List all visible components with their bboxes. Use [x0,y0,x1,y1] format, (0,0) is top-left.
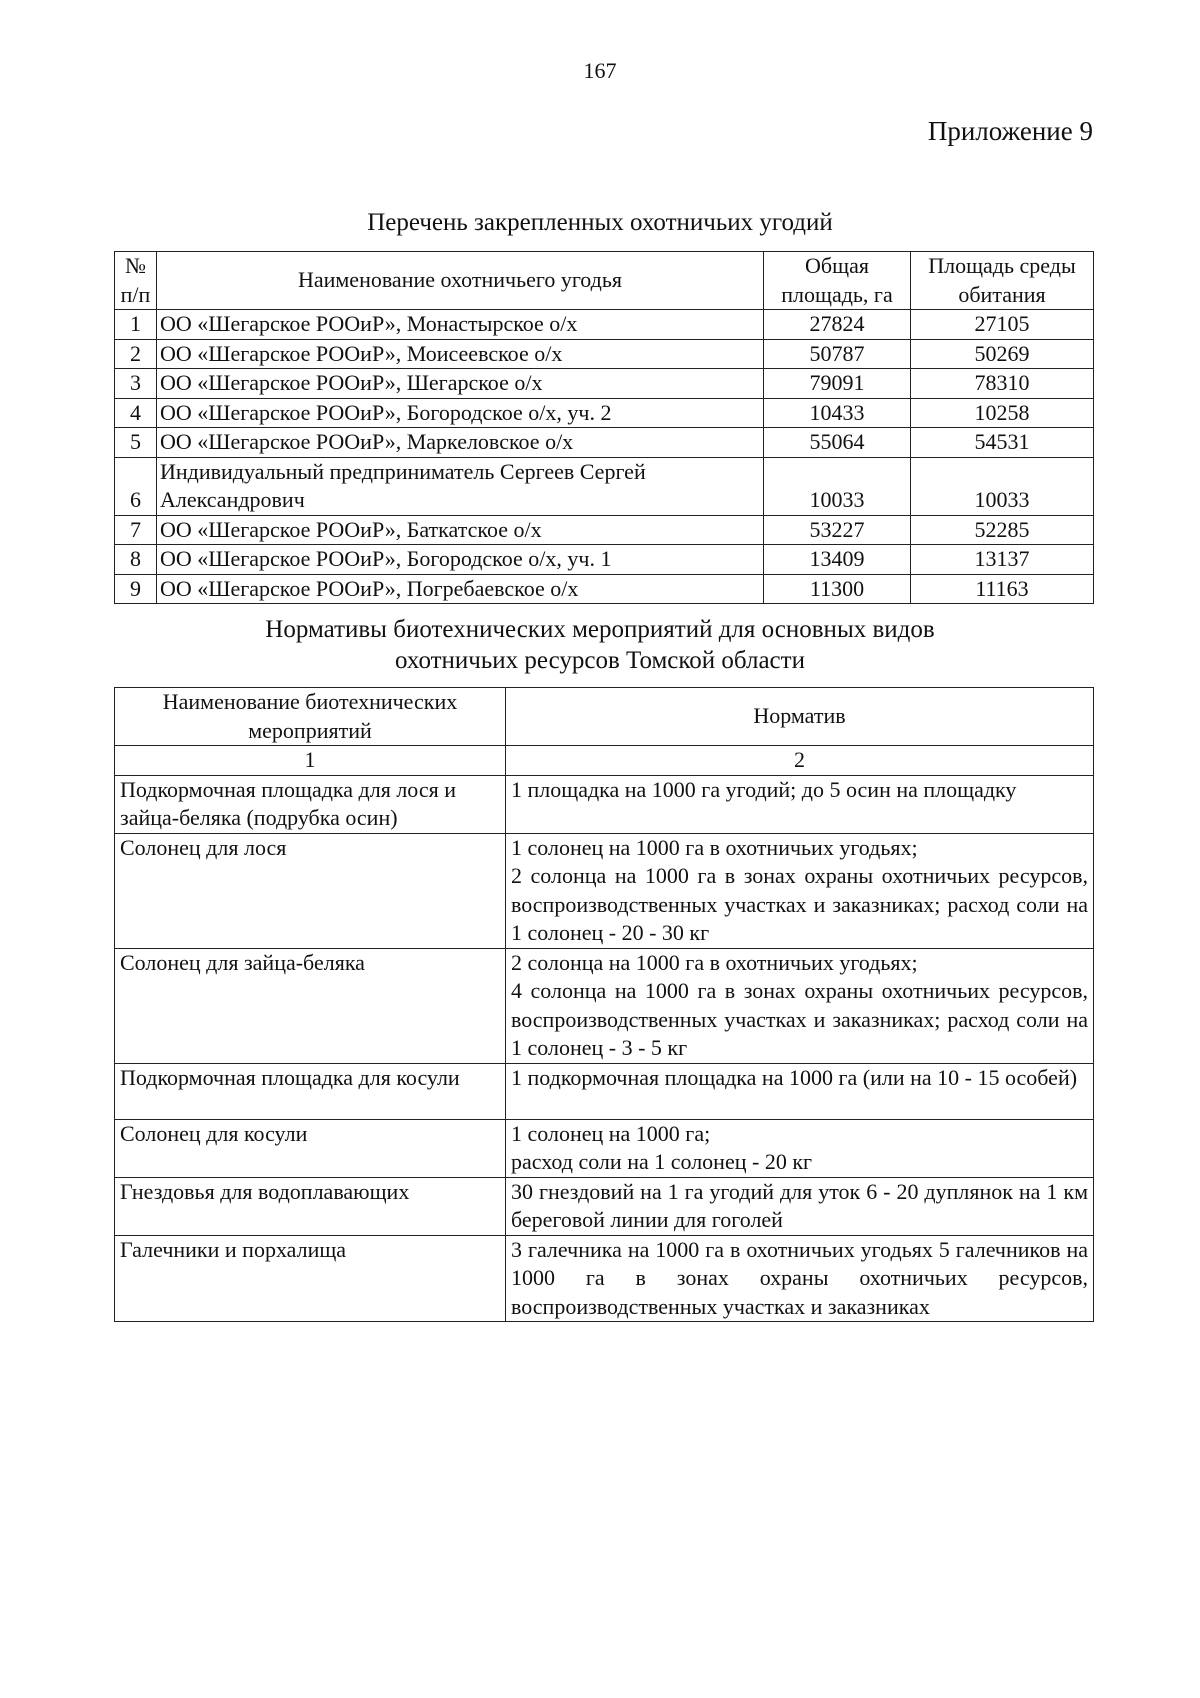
row-number: 2 [115,339,157,369]
page-number: 167 [583,58,617,83]
header-habitat-area: Площадь среды обитания [911,252,1094,310]
table-row [115,428,1094,458]
norm-line: 1 солонец на 1000 га; [511,1120,711,1146]
total-area: 10433 [764,398,911,428]
measure-name: Солонец для зайца-беляка [115,948,506,1063]
biotech-norms-table [114,687,1094,1322]
row-number: 6 [115,457,157,515]
norm-cell [506,775,1094,833]
header-total-area: Общая площадь, га [764,252,911,310]
norm-cell [506,948,1094,1063]
header-number: № п/п [115,252,157,310]
column-number-row [115,746,1094,776]
norm-cell [506,833,1094,948]
table-row [115,515,1094,545]
habitat-area: 78310 [911,369,1094,399]
table-row [115,833,1094,948]
table1-title: Перечень закрепленных охотничьих угодий [367,209,833,236]
row-number: 3 [115,369,157,399]
header-norm: Норматив [506,688,1094,746]
table-row [115,457,1094,515]
table2-title [0,614,1200,676]
norm-cell [506,1235,1094,1322]
norm-cell [506,1177,1094,1235]
table-row [115,1063,1094,1119]
row-number: 4 [115,398,157,428]
table2-title-line2: охотничьих ресурсов Томской области [395,647,805,674]
column-number: 1 [115,746,506,776]
header-measure: Наименование биотехнических мероприятий [115,688,506,746]
norm-line: 1 подкормочная площадка на 1000 га (или на 10 - 15 особей) [511,1064,1078,1090]
norm-line: 2 солонца на 1000 га в охотничьих угодьях; [511,949,918,975]
norm-cell [506,1063,1094,1119]
norm-line: 3 галечника на 1000 га в охотничьих угодьях 5 галечников на 1000 га в зонах охраны охотничьих ресурсов, воспроизводственных участках и заказниках [511,1236,1088,1319]
habitat-area: 54531 [911,428,1094,458]
habitat-area: 11163 [911,574,1094,604]
ground-name: ОО «Шегарское РООиР», Богородское о/х, уч. 2 [157,398,764,428]
total-area: 50787 [764,339,911,369]
total-area: 13409 [764,545,911,575]
row-number: 5 [115,428,157,458]
habitat-area: 27105 [911,310,1094,340]
row-number: 7 [115,515,157,545]
row-number: 9 [115,574,157,604]
table-header-row [115,252,1094,310]
ground-name: ОО «Шегарское РООиР», Монастырское о/х [157,310,764,340]
norm-line: 1 солонец на 1000 га в охотничьих угодьях; [511,834,918,860]
ground-name: ОО «Шегарское РООиР», Маркеловское о/х [157,428,764,458]
ground-name: ОО «Шегарское РООиР», Моисеевское о/х [157,339,764,369]
row-number: 1 [115,310,157,340]
ground-name: ОО «Шегарское РООиР», Богородское о/х, уч. 1 [157,545,764,575]
measure-name: Подкормочная площадка для лося и зайца-беляка (подрубка осин) [115,775,506,833]
total-area: 27824 [764,310,911,340]
norm-line: 2 солонца на 1000 га в зонах охраны охотничьих ресурсов, воспроизводственных участках и заказниках; расход соли на 1 солонец - 20 - 30 кг [511,863,1088,945]
norm-line: 4 солонца на 1000 га в зонах охраны охотничьих ресурсов, воспроизводственных участках и заказниках; расход соли на 1 солонец - 3 - 5 кг [511,978,1088,1060]
total-area: 11300 [764,574,911,604]
measure-name: Галечники и порхалища [115,1235,506,1322]
table-row [115,1235,1094,1322]
header-name: Наименование охотничьего угодья [157,252,764,310]
hunting-grounds-table [114,251,1094,604]
table-row [115,398,1094,428]
total-area: 10033 [764,457,911,515]
habitat-area: 13137 [911,545,1094,575]
total-area: 55064 [764,428,911,458]
measure-name: Гнездовья для водоплавающих [115,1177,506,1235]
table-row [115,948,1094,1063]
ground-name: ОО «Шегарское РООиР», Погребаевское о/х [157,574,764,604]
total-area: 79091 [764,369,911,399]
measure-name: Солонец для лося [115,833,506,948]
ground-name: Индивидуальный предприниматель Сергеев Сергей Александрович [157,457,764,515]
table-row [115,545,1094,575]
norm-cell [506,1119,1094,1177]
habitat-area: 50269 [911,339,1094,369]
table-header-row [115,688,1094,746]
ground-name: ОО «Шегарское РООиР», Шегарское о/х [157,369,764,399]
table2-title-line1: Нормативы биотехнических мероприятий для основных видов [265,616,935,643]
table-row [115,369,1094,399]
row-number: 8 [115,545,157,575]
table-row [115,1119,1094,1177]
table-row [115,339,1094,369]
norm-line: 1 площадка на 1000 га угодий; до 5 осин на площадку [511,776,1017,802]
measure-name: Солонец для косули [115,1119,506,1177]
norm-line: 30 гнездовий на 1 га угодий для уток 6 - 20 дуплянок на 1 км береговой линии для гоголей [511,1178,1088,1232]
norm-line: расход соли на 1 солонец - 20 кг [511,1149,813,1174]
total-area: 53227 [764,515,911,545]
table-row [115,574,1094,604]
table-row [115,775,1094,833]
habitat-area: 52285 [911,515,1094,545]
ground-name: ОО «Шегарское РООиР», Баткатское о/х [157,515,764,545]
table-row [115,1177,1094,1235]
table-row [115,310,1094,340]
measure-name: Подкормочная площадка для косули [115,1063,506,1119]
habitat-area: 10258 [911,398,1094,428]
habitat-area: 10033 [911,457,1094,515]
column-number: 2 [506,746,1094,776]
appendix-label: Приложение 9 [927,116,1093,146]
